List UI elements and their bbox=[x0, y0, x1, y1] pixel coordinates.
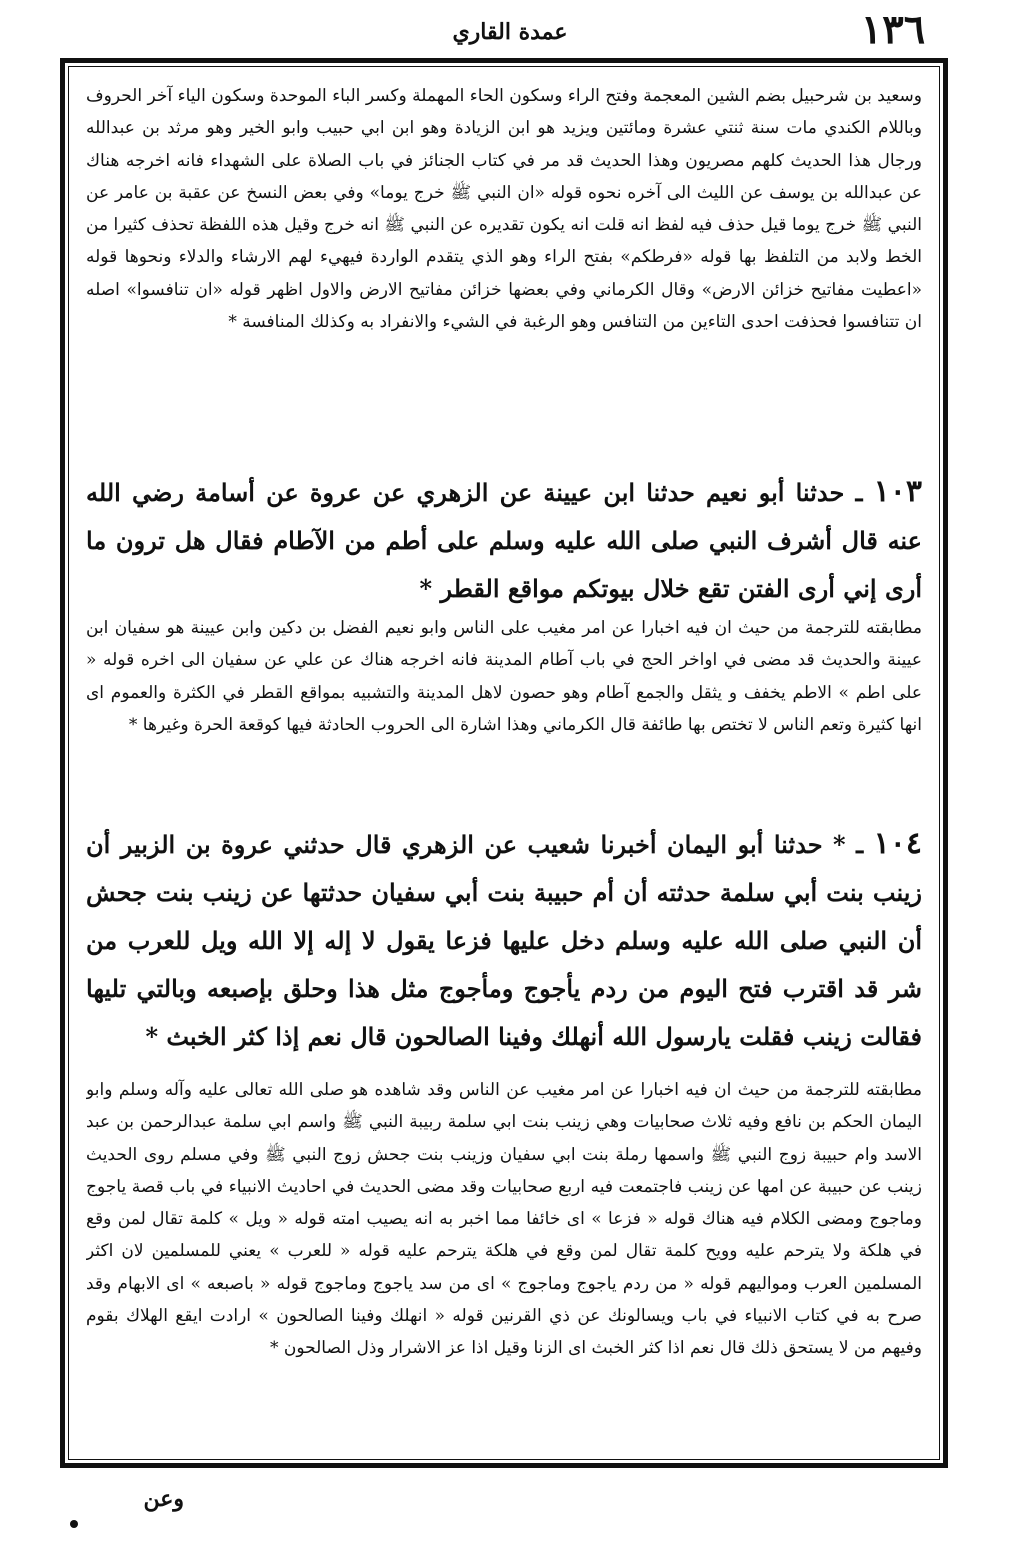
commentary-paragraph: مطابقته للترجمة من حيث ان فيه اخبارا عن امر مغيب على الناس وابو نعيم الفضل بن دكين وابن عيينة هو سفيان ابن عيينة والحديث قد مضى في اواخر الحج في باب آطام المدينة فانه اخرجه هناك عن علي عن سفيان الى اخره قوله « على اطم » الاطم يخفف و يثقل والجمع آطام وهو حصون لاهل المدينة والتشبيه بمواقع القطر في الكثرة والعموم اى انها كثيرة وتعم الناس لا تختص بها طائفة قال الكرماني وهذا اشارة الى الحروب الحادثة فيها كوقعة الحرة وغيرها * bbox=[86, 618, 922, 735]
running-title: عمدة القاري bbox=[452, 19, 568, 45]
hadith-body: ـ * حدثنا أبو اليمان أخبرنا شعيب عن الزهري قال حدثني عروة بن الزبير أن زينب بنت أبي سلمة حدثته أن أم حبيبة بنت أبي سفيان حدثتها عن زينب بنت جحش أن النبي صلى الله عليه وسلم دخل عليها فزعا يقول لا إله إلا الله ويل للعرب من شر قد اقترب فتح اليوم من ردم يأجوج ومأجوج مثل هذا وحلق بإصبعه وبالتي تليها فقالت زينب فقلت يارسول الله أنهلك وفينا الصالحون قال نعم إذا كثر الخبث * bbox=[86, 830, 922, 1051]
hadith-number: ١٠٣ bbox=[873, 474, 922, 509]
margin-dot bbox=[70, 1520, 78, 1528]
hadith-text bbox=[86, 820, 922, 1074]
page-number: ١٣٦ bbox=[860, 6, 926, 53]
commentary-paragraph: وسعيد بن شرحبيل بضم الشين المعجمة وفتح الراء وسكون الحاء المهملة وكسر الباء الموحدة وسكون الياء آخر الحروف وباللام الكندي مات سنة ثنتي عشرة ومائتين ويزيد هو ابن الزيادة وهو ابن ابي حبيب وابو الخير وهو مرثد بن عبدالله ورجال هذا الحديث كلهم مصريون وهذا الحديث قد مر في كتاب الجنائز في باب الصلاة على الشهداء فانه اخرجه هناك عن عبدالله بن يوسف عن الليث الى آخره نحوه قوله «ان النبي ﷺ خرج يوما» وفي بعض النسخ عن عقبة بن عامر عن النبي ﷺ خرج يوما قيل حذف فيه لفظ انه قلت انه يكون تقديره عن النبي ﷺ انه خرج وقيل هذه اللفظة تحذف كثيرا من الخط ولابد من التلفظ بها قوله «فرطكم» بفتح الراء وهو الذي يتقدم الواردة فيهيء لهم الارشاء والدلاء ونحوها قوله «اعطيت مفاتيح خزائن الارض» وقال الكرماني وفي بعضها خزائن مفاتيح الارض والاول اظهر قوله «ان تنافسوا» اصله ان تتنافسوا فحذفت احدى التاءين من التنافس وهو الرغبة في الشيء والانفراد به وكذلك المنافسة * bbox=[86, 86, 922, 333]
hadith-text bbox=[86, 468, 922, 612]
page-body bbox=[86, 80, 922, 1450]
hadith-number: ١٠٤ bbox=[873, 826, 922, 861]
hadith-body: ـ حدثنا أبو نعيم حدثنا ابن عيينة عن الزهري عن عروة عن أسامة رضي الله عنه قال أشرف النبي صلى الله عليه وسلم على أطم من الآطام فقال هل ترون ما أرى إني أرى الفتن تقع خلال بيوتكم مواقع القطر * bbox=[86, 478, 922, 603]
catchword: وعن bbox=[143, 1486, 184, 1512]
commentary-paragraph: مطابقته للترجمة من حيث ان فيه اخبارا عن امر مغيب عن الناس وقد شاهده هو صلى الله تعالى عليه وآله وسلم وابو اليمان الحكم بن نافع وفيه ثلاث صحابيات وهي زينب بنت ابي سلمة ربيبة النبي ﷺ واسم ابي سلمة عبدالرحمن بن عبد الاسد وام حبيبة زوج النبي ﷺ واسمها رملة بنت ابي سفيان وزينب بنت جحش زوج النبي ﷺ وفي مسلم روى الحديث زينب عن حبيبة عن امها عن زينب فاجتمعت فيه اربع صحابيات وقد مضى الحديث في احاديث الانبياء في باب قصة ياجوج وماجوج ومضى الكلام فيه هناك قوله « فزعا » اى خائفا مما اخبر به انه يصيب امته قوله « ويل » كلمة تقال لمن وقع في هلكة ولا يترحم عليه وويح كلمة تقال لمن وقع في هلكة يترحم عليه قوله « للعرب » يعني للمسلمين لان اكثر المسلمين العرب ومواليهم قوله « من ردم ياجوج وماجوج » اى من سد ياجوج وماجوج قوله « باصبعه » اى الابهام وقد صرح به في كتاب الانبياء في باب ويسالونك عن ذي القرنين قوله « انهلك وفينا الصالحون » ارادت ايقع الهلاك بقوم وفيهم من لا يستحق ذلك قال نعم اذا كثر الخبث اى الزنا وقيل اذا عز الاشرار وذل الصالحون * bbox=[86, 1080, 922, 1359]
